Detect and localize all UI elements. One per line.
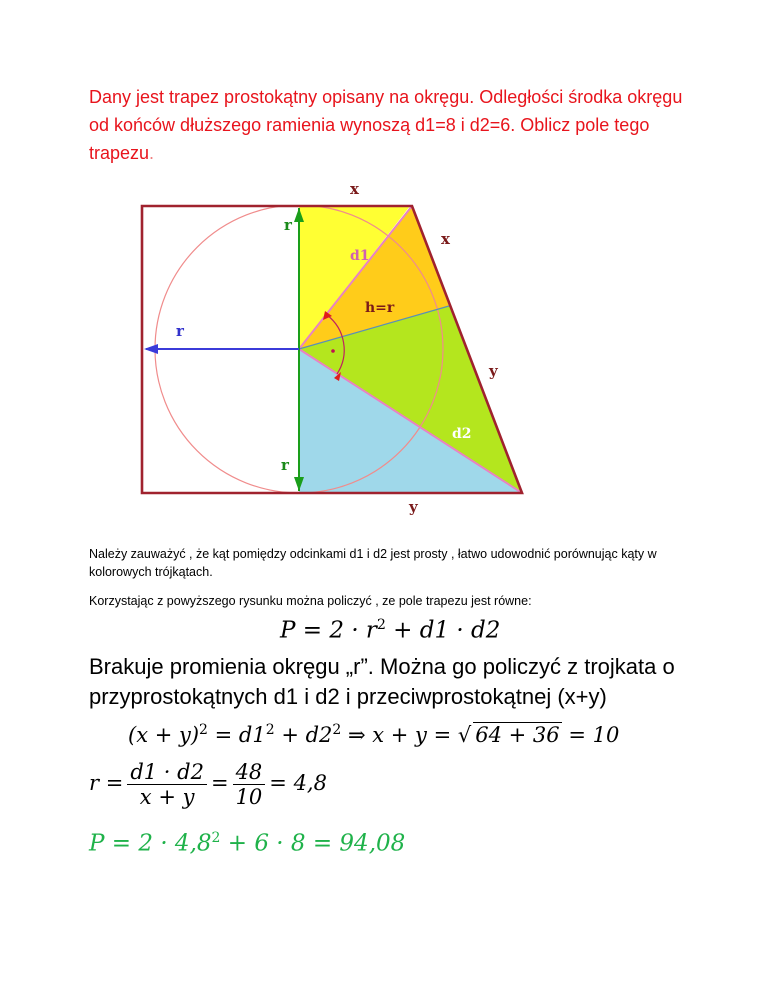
eq-part: P = 2 · 4,8 [89, 830, 212, 857]
note-right-angle: Należy zauważyć , że kąt pomiędzy odcinkami d1 i d2 jest prosty , łatwo udowodnić porównując kąty w kolorowych trójkątach. [89, 547, 657, 579]
problem-period: . [149, 143, 155, 163]
sqrt-radicand: 64 + 36 [475, 723, 560, 747]
eq-exponent: 2 [199, 722, 208, 738]
eq-part: + 6 · 8 = 94,08 [220, 830, 406, 857]
trapezoid-figure [130, 178, 540, 518]
fraction-d1d2 [127, 760, 207, 809]
eq-part: (x + y) [128, 723, 200, 747]
eq-part: r = [89, 771, 124, 795]
angle-dot [331, 349, 335, 353]
label-r-top: r [284, 216, 292, 234]
radius-arrow-left [144, 344, 158, 354]
fraction-48-10 [233, 760, 266, 809]
label-slant-y: y [489, 362, 498, 380]
eq-part: = 4,8 [269, 771, 327, 795]
label-h-r: h=r [365, 300, 395, 316]
area-formula-part: P = 2 · r [280, 617, 377, 644]
eq-part: + d2 [274, 723, 333, 747]
eq-exponent: 2 [332, 722, 342, 738]
eq-part: ⇒ x + y = √ [341, 723, 472, 747]
label-bottom-y: y [409, 498, 418, 516]
radius-equation [89, 760, 327, 809]
fraction-numerator: d1 · d2 [127, 760, 207, 785]
eq-part: = [210, 771, 229, 795]
eq-exponent: 2 [265, 722, 275, 738]
label-top-x: x [350, 180, 359, 198]
fraction-numerator: 48 [233, 760, 266, 785]
label-d2: d2 [452, 426, 472, 442]
label-r-bottom: r [281, 456, 289, 474]
eq-part: = d1 [207, 723, 266, 747]
fraction-denominator: x + y [139, 785, 195, 809]
area-formula [280, 617, 500, 644]
area-formula-part: + d1 · d2 [385, 617, 501, 644]
eq-part: = 10 [561, 723, 620, 747]
label-d1: d1 [350, 248, 370, 264]
label-r-left: r [176, 322, 184, 340]
eq-exponent: 2 [211, 830, 221, 846]
fraction-denominator: 10 [235, 785, 263, 809]
problem-text: Dany jest trapez prostokątny opisany na okręgu. Odległości środka okręgu od końców dłuższego ramienia wynoszą d1=8 i d2=6. Oblicz pole tego trapezu [89, 87, 683, 163]
area-formula-exponent: 2 [376, 617, 386, 633]
final-area-equation [89, 830, 405, 857]
problem-statement [89, 83, 689, 167]
note-area-intro: Korzystając z powyższego rysunku można policzyć , ze pole trapezu jest równe: [89, 594, 532, 608]
pythagoras-equation [128, 722, 619, 747]
missing-radius-text: Brakuje promienia okręgu „r”. Można go policzyć z trojkata o przyprostokątnych d1 i d2 i przeciwprostokątnej (x+y) [89, 654, 675, 709]
label-slant-x: x [441, 230, 450, 248]
